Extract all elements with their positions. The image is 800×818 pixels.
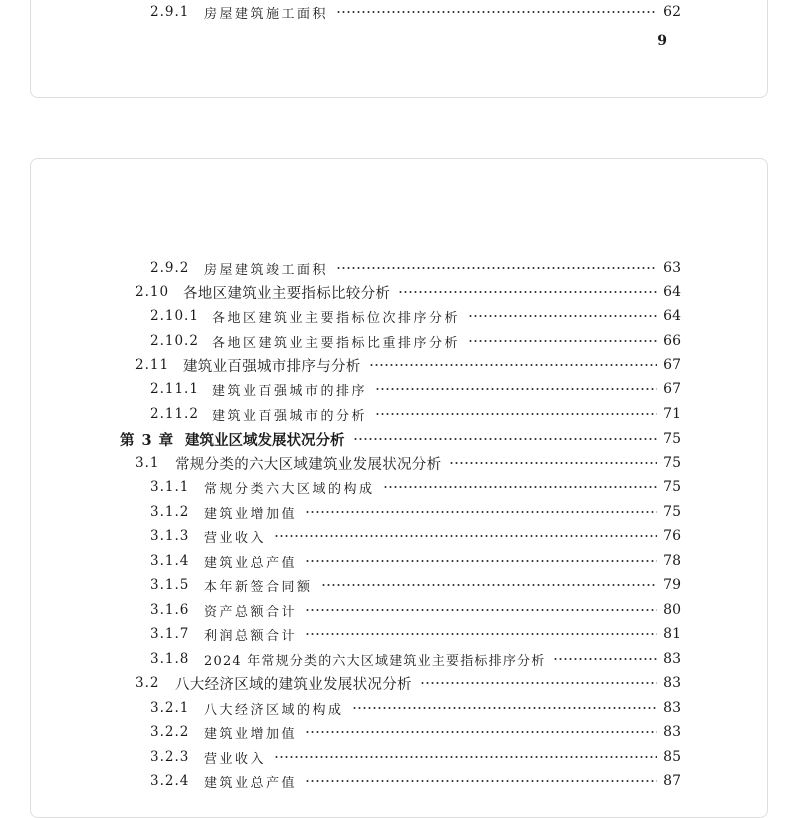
page-number: 9: [657, 33, 667, 49]
toc-entry-title: 建筑业增加值: [204, 506, 298, 522]
toc-entry[interactable]: [150, 378, 681, 400]
toc-dot-leader: [353, 438, 658, 440]
toc-entry-title: 利润总额合计: [204, 628, 298, 644]
toc-entry[interactable]: [150, 599, 681, 621]
toc-entry[interactable]: [150, 330, 681, 352]
toc-entry-page: 66: [663, 333, 681, 349]
toc-dot-leader: [305, 780, 657, 782]
toc-entry-number: 3.1: [135, 455, 160, 471]
toc-chapter-number: 第 3 章: [120, 431, 175, 449]
toc-entry-page: 64: [663, 308, 681, 324]
toc-entry[interactable]: [135, 281, 681, 303]
toc-entry-number: 2.11: [135, 357, 170, 373]
toc-entry-title: 八大经济区域的构成: [204, 702, 344, 718]
toc-entry-title: 八大经济区域的建筑业发展状况分析: [175, 676, 412, 693]
toc-entry-page: 75: [663, 431, 681, 447]
toc-entry-title: 常规分类的六大区域建筑业发展状况分析: [175, 456, 442, 473]
toc-entry-page: 67: [663, 381, 681, 397]
toc-dot-leader: [375, 388, 657, 390]
toc-dot-leader: [305, 731, 657, 733]
toc-entry-number: 3.1.7: [150, 626, 190, 642]
toc-dot-leader: [352, 707, 658, 709]
toc-entry[interactable]: [150, 697, 681, 719]
document-page-bottom: [30, 158, 768, 818]
toc-entry-title: 各地区建筑业主要指标比重排序分析: [212, 335, 461, 351]
toc-entry[interactable]: [150, 501, 681, 523]
toc-entry-number: 3.2.2: [150, 724, 190, 740]
toc-entry[interactable]: [150, 403, 681, 425]
toc-entry-number: 3.2: [135, 675, 160, 691]
toc-entry-title: 资产总额合计: [204, 604, 298, 620]
toc-dot-leader: [468, 340, 657, 342]
toc-entry-page: 64: [663, 284, 681, 300]
toc-entry-title: 各地区建筑业主要指标比较分析: [183, 285, 391, 302]
toc-dot-leader: [305, 511, 657, 513]
toc-entry-title: 建筑业增加值: [204, 726, 298, 742]
toc-dot-leader: [420, 682, 657, 684]
toc-entry-page: 67: [663, 357, 681, 373]
toc-dot-leader: [305, 609, 657, 611]
toc-entry-page: 75: [663, 504, 681, 520]
toc-dot-leader: [274, 756, 657, 758]
toc-entry-number: 2.11.2: [150, 406, 199, 422]
toc-entry-title: 建筑业百强城市的排序: [212, 383, 368, 399]
toc-entry-page: 83: [663, 724, 681, 740]
toc-entry[interactable]: [150, 574, 681, 596]
toc-entry-page: 76: [663, 528, 681, 544]
toc-entry-number: 2.10.1: [150, 308, 199, 324]
toc-entry[interactable]: [150, 746, 681, 768]
toc-entry-number: 2.9.2: [150, 260, 190, 276]
toc-entry[interactable]: [135, 452, 681, 474]
toc-entry-page: 71: [663, 406, 681, 422]
toc-entry-number: 3.2.4: [150, 773, 190, 789]
toc-entry-title: 本年新签合同额: [204, 579, 313, 595]
toc-entry-page: 75: [663, 479, 681, 495]
toc-entry-page: 79: [663, 577, 681, 593]
toc-entry[interactable]: [150, 721, 681, 743]
toc-entry[interactable]: [135, 354, 681, 376]
toc-dot-leader: [369, 364, 658, 366]
toc-dot-leader: [468, 315, 657, 317]
toc-entry[interactable]: [150, 525, 681, 547]
toc-entry-number: 3.2.1: [150, 700, 190, 716]
toc-entry-number: 3.1.6: [150, 602, 190, 618]
toc-entry-title: 房屋建筑竣工面积: [204, 262, 329, 278]
toc-entry-page: 63: [663, 260, 681, 276]
toc-entry-number: 3.2.3: [150, 749, 190, 765]
toc-chapter-entry[interactable]: [120, 428, 681, 450]
toc-entry[interactable]: [150, 1, 681, 23]
toc-dot-leader: [449, 462, 657, 464]
toc-entry-number: 2.10: [135, 284, 170, 300]
toc-dot-leader: [305, 560, 657, 562]
toc-entry[interactable]: [150, 476, 681, 498]
toc-entry-page: 83: [663, 700, 681, 716]
toc-entry-number: 3.1.8: [150, 651, 190, 667]
toc-entry-page: 78: [663, 553, 681, 569]
toc-dot-leader: [305, 633, 657, 635]
document-page-top: [30, 0, 768, 98]
toc-dot-leader: [321, 584, 658, 586]
toc-entry-title: 营业收入: [204, 530, 267, 546]
toc-entry-page: 75: [663, 455, 681, 471]
toc-entry[interactable]: [150, 770, 681, 792]
toc-entry-title: 2024 年常规分类的六大区域建筑业主要指标排序分析: [204, 653, 546, 669]
toc-entry-page: 83: [663, 651, 681, 667]
toc-chapter-title: 建筑业区域发展状况分析: [185, 431, 345, 449]
toc-dot-leader: [383, 486, 658, 488]
toc-dot-leader: [336, 11, 657, 13]
toc-entry-title: 各地区建筑业主要指标位次排序分析: [212, 310, 461, 326]
toc-entry-number: 3.1.2: [150, 504, 190, 520]
toc-entry-title: 建筑业百强城市排序与分析: [183, 358, 361, 375]
toc-entry[interactable]: [150, 257, 681, 279]
toc-entry-number: 2.11.1: [150, 381, 199, 397]
toc-entry-number: 3.1.1: [150, 479, 190, 495]
toc-entry[interactable]: [150, 648, 681, 670]
toc-dot-leader: [274, 535, 657, 537]
toc-dot-leader: [375, 413, 657, 415]
toc-entry[interactable]: [135, 672, 681, 694]
toc-entry[interactable]: [150, 305, 681, 327]
toc-entry-page: 87: [663, 773, 681, 789]
toc-entry-number: 2.10.2: [150, 333, 199, 349]
toc-entry-page: 83: [663, 675, 681, 691]
toc-entry[interactable]: [150, 623, 681, 645]
toc-entry-number: 2.9.1: [150, 4, 190, 20]
toc-entry-title: 建筑业总产值: [204, 775, 298, 791]
toc-entry-page: 62: [663, 4, 681, 20]
toc-entry-title: 房屋建筑施工面积: [204, 6, 329, 22]
toc-entry-page: 80: [663, 602, 681, 618]
toc-dot-leader: [553, 658, 657, 660]
toc-dot-leader: [398, 291, 657, 293]
toc-entry-number: 3.1.4: [150, 553, 190, 569]
toc-entry-number: 3.1.3: [150, 528, 190, 544]
toc-entry[interactable]: [150, 550, 681, 572]
toc-entry-title: 建筑业百强城市的分析: [212, 408, 368, 424]
toc-dot-leader: [336, 267, 657, 269]
toc-entry-page: 81: [663, 626, 681, 642]
toc-entry-title: 常规分类六大区域的构成: [204, 481, 375, 497]
toc-entry-number: 3.1.5: [150, 577, 190, 593]
toc-entry-page: 85: [663, 749, 681, 765]
toc-entry-title: 建筑业总产值: [204, 555, 298, 571]
toc-entry-title: 营业收入: [204, 751, 267, 767]
